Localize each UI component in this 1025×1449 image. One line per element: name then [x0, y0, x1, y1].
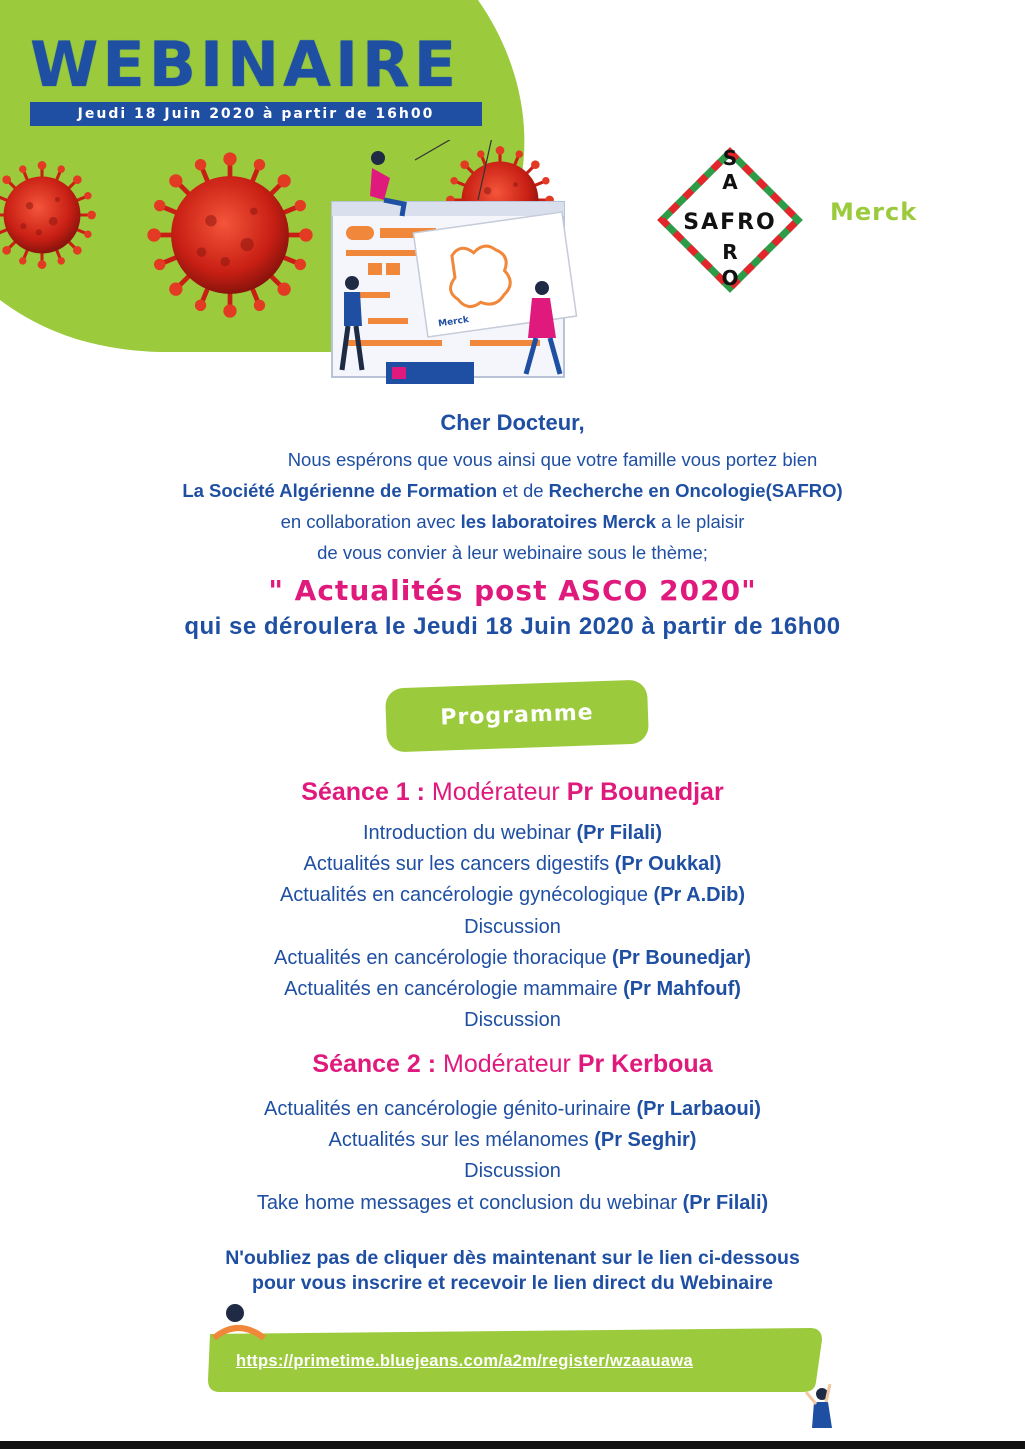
letter-line-4: de vous convier à leur webinaire sous le thème; — [317, 542, 708, 563]
svg-text:A: A — [722, 170, 738, 194]
webinar-title: WEBINAIRE — [30, 28, 461, 101]
svg-text:R: R — [722, 240, 738, 264]
safro-logo — [655, 145, 805, 295]
webinar-datetime: qui se déroulera le Jeudi 18 Juin 2020 à partir de 16h00 — [184, 613, 841, 640]
list-item: Discussion — [464, 915, 561, 938]
list-item: Actualités sur les cancers digestifs (Pr Oukkal) — [303, 853, 722, 876]
list-item: Actualités en cancérologie mammaire (Pr Mahfouf) — [284, 978, 741, 1001]
greeting: Cher Docteur, — [440, 410, 585, 435]
list-item: Introduction du webinar (Pr Filali) — [362, 822, 663, 844]
session-1-items — [0, 818, 1025, 1036]
merck-logo: Merck — [830, 198, 918, 226]
invitation-text — [0, 410, 1025, 641]
session-2-title: Séance 2 : Modérateur Pr Kerboua — [312, 1050, 713, 1078]
bottom-border — [0, 1441, 1025, 1449]
registration-link-bar — [190, 1318, 850, 1443]
webinar-screen-illustration — [332, 140, 577, 384]
list-item: Discussion — [464, 1160, 561, 1183]
list-item: Actualités sur les mélanomes (Pr Seghir) — [328, 1129, 697, 1152]
session-1-title: Séance 1 : Modérateur Pr Bounedjar — [301, 778, 724, 806]
person-icon — [226, 1304, 244, 1322]
webinar-illustration — [0, 140, 620, 400]
session-2-items — [0, 1094, 1025, 1219]
letter-line-2: La Société Algérienne de Formation et de Recherche en Oncologie(SAFRO) — [182, 480, 843, 501]
list-item: Discussion — [464, 1009, 561, 1032]
registration-link[interactable]: https://primetime.bluejeans.com/a2m/register/wzaauawa — [236, 1352, 693, 1370]
svg-text:S: S — [722, 146, 738, 170]
date-banner: Jeudi 18 Juin 2020 à partir de 16h00 — [30, 102, 482, 126]
svg-text:O: O — [721, 266, 739, 290]
svg-text:Merck: Merck — [437, 315, 470, 330]
letter-line-3: en collaboration avec les laboratoires Merck a le plaisir — [280, 511, 745, 532]
coronavirus-icon — [147, 152, 312, 317]
list-item: Actualités en cancérologie thoracique (Pr Bounedjar) — [274, 946, 751, 969]
webinar-theme: " Actualités post ASCO 2020" — [268, 574, 757, 607]
programme-label: Programme — [385, 679, 649, 752]
list-item: Take home messages et conclusion du webinar (Pr Filali) — [256, 1191, 769, 1214]
coronavirus-icon — [0, 161, 96, 269]
list-item: Actualités en cancérologie gynécologique (Pr A.Dib) — [279, 884, 746, 907]
list-item: Actualités en cancérologie génito-urinaire (Pr Larbaoui) — [264, 1098, 761, 1120]
safro-wordmark: SAFRO — [683, 210, 777, 235]
letter-line-1: Nous espérons que vous ainsi que votre famille vous portez bien — [287, 449, 818, 470]
registration-callout: N'oubliez pas de cliquer dès maintenant sur le lien ci-dessous pour vous inscrire et recevoir le lien direct du Webinaire — [225, 1247, 800, 1294]
